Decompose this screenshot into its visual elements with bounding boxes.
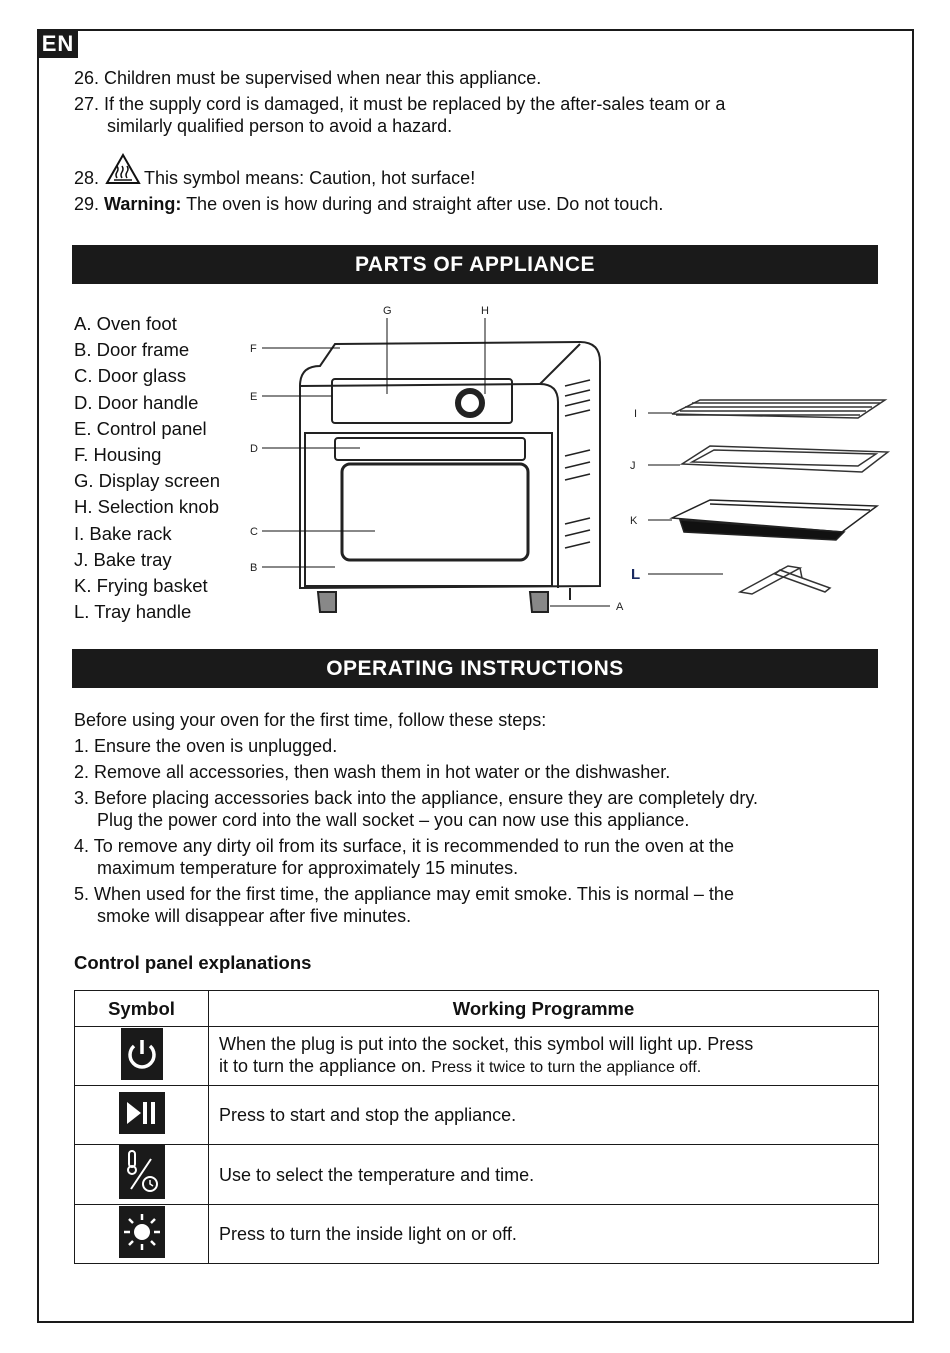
part-item: J. Bake tray bbox=[74, 548, 172, 570]
item-number: 29. bbox=[74, 194, 100, 214]
part-item: B. Door frame bbox=[74, 339, 190, 361]
bake-rack-illustration bbox=[672, 400, 885, 418]
oven-illustration bbox=[300, 342, 600, 612]
label-c: C bbox=[250, 526, 258, 538]
language-badge: EN bbox=[38, 30, 78, 58]
part-item: A. Oven foot bbox=[74, 313, 177, 334]
symbol-cell bbox=[75, 1145, 209, 1205]
part-item: E. Control panel bbox=[74, 417, 207, 439]
control-panel-heading: Control panel explanations bbox=[74, 952, 312, 973]
part-item: F. Housing bbox=[74, 444, 162, 466]
symbol-cell bbox=[75, 1027, 209, 1086]
operating-step-5-cont: smoke will disappear after five minutes. bbox=[97, 906, 412, 926]
safety-item-28 bbox=[74, 167, 475, 189]
label-f: F bbox=[250, 343, 257, 355]
operating-step-1: 1. Ensure the oven is unplugged. bbox=[74, 736, 338, 756]
table-header-row bbox=[75, 991, 879, 1027]
part-item: D. Door handle bbox=[74, 391, 199, 413]
table-row bbox=[75, 1205, 879, 1264]
safety-item-26 bbox=[74, 67, 541, 89]
label-i: I bbox=[634, 408, 638, 420]
label-j: J bbox=[630, 460, 636, 472]
part-item: K. Frying basket bbox=[74, 575, 208, 597]
appliance-diagram bbox=[240, 296, 900, 626]
label-d: D bbox=[250, 443, 258, 455]
label-h: H bbox=[481, 305, 489, 317]
programme-cell bbox=[209, 1027, 879, 1086]
item-number: 28. bbox=[74, 168, 100, 188]
programme-cell bbox=[209, 1086, 879, 1145]
operating-step-3-cont: Plug the power cord into the wall socket – you can now use this appliance. bbox=[97, 810, 690, 830]
operating-step-4-cont: maximum temperature for approximately 15 minutes. bbox=[97, 858, 519, 878]
parts-list bbox=[74, 311, 220, 625]
column-header-symbol: Symbol bbox=[75, 991, 209, 1027]
safety-item-27-cont: similarly qualified person to avoid a hazard. bbox=[107, 116, 453, 136]
parts-section-title: PARTS OF APPLIANCE bbox=[72, 245, 878, 284]
tray-handle-illustration bbox=[740, 566, 830, 594]
item-text: If the supply cord is damaged, it must be replaced by the after-sales team or a bbox=[104, 94, 726, 114]
part-item: I. Bake rack bbox=[74, 522, 172, 544]
label-g: G bbox=[383, 305, 392, 317]
item-number: 26. bbox=[74, 68, 100, 88]
operating-step-5: 5. When used for the first time, the appliance may emit smoke. This is normal – the bbox=[74, 884, 734, 904]
operating-step-3: 3. Before placing accessories back into the appliance, ensure they are completely dry. bbox=[74, 788, 759, 808]
symbol-cell bbox=[75, 1086, 209, 1145]
operating-section-title: OPERATING INSTRUCTIONS bbox=[72, 649, 878, 688]
programme-text: Use to select the temperature and time. bbox=[219, 1164, 535, 1185]
programme-text-small: Press it twice to turn the appliance off. bbox=[431, 1059, 702, 1076]
label-b: B bbox=[250, 562, 258, 574]
programme-text-line2 bbox=[219, 1055, 878, 1079]
safety-item-29 bbox=[74, 193, 663, 215]
hot-surface-warning-icon bbox=[105, 153, 141, 185]
table-row bbox=[75, 1086, 879, 1145]
programme-text: it to turn the appliance on. bbox=[219, 1056, 427, 1076]
temperature-timer-icon bbox=[119, 1145, 165, 1199]
label-a: A bbox=[616, 601, 624, 613]
warning-label: Warning: bbox=[104, 194, 182, 214]
safety-item-27 bbox=[74, 93, 725, 115]
item-text: This symbol means: Caution, hot surface! bbox=[144, 168, 476, 188]
leader-lines bbox=[262, 318, 723, 606]
label-e: E bbox=[250, 391, 258, 403]
programme-cell bbox=[209, 1145, 879, 1205]
part-item: L. Tray handle bbox=[74, 601, 192, 623]
part-item: H. Selection knob bbox=[74, 496, 220, 518]
table-row bbox=[75, 1027, 879, 1086]
bake-tray-illustration bbox=[682, 446, 888, 472]
label-l: L bbox=[631, 566, 641, 583]
programme-text: When the plug is put into the socket, this symbol will light up. Press bbox=[219, 1034, 754, 1054]
programme-text: Press to start and stop the appliance. bbox=[219, 1105, 517, 1125]
part-item: G. Display screen bbox=[74, 470, 220, 492]
table-row bbox=[75, 1145, 879, 1205]
column-header-programme: Working Programme bbox=[209, 991, 879, 1027]
operating-step-4: 4. To remove any dirty oil from its surface, it is recommended to run the oven at the bbox=[74, 836, 734, 856]
item-text: Children must be supervised when near this appliance. bbox=[104, 68, 542, 88]
symbol-cell bbox=[75, 1205, 209, 1264]
programme-cell bbox=[209, 1205, 879, 1264]
item-number: 27. bbox=[74, 94, 100, 114]
programme-text: Press to turn the inside light on or off. bbox=[219, 1224, 517, 1244]
operating-step-2: 2. Remove all accessories, then wash them in hot water or the dishwasher. bbox=[74, 762, 671, 782]
label-k: K bbox=[630, 515, 638, 527]
control-panel-table bbox=[74, 990, 879, 1264]
play-pause-icon bbox=[119, 1092, 165, 1134]
light-icon bbox=[119, 1206, 165, 1258]
part-item: C. Door glass bbox=[74, 365, 187, 387]
power-icon bbox=[121, 1028, 163, 1080]
frying-basket-illustration bbox=[672, 500, 877, 540]
item-text: The oven is how during and straight after use. Do not touch. bbox=[186, 194, 664, 214]
operating-intro: Before using your oven for the first time, follow these steps: bbox=[74, 710, 547, 730]
